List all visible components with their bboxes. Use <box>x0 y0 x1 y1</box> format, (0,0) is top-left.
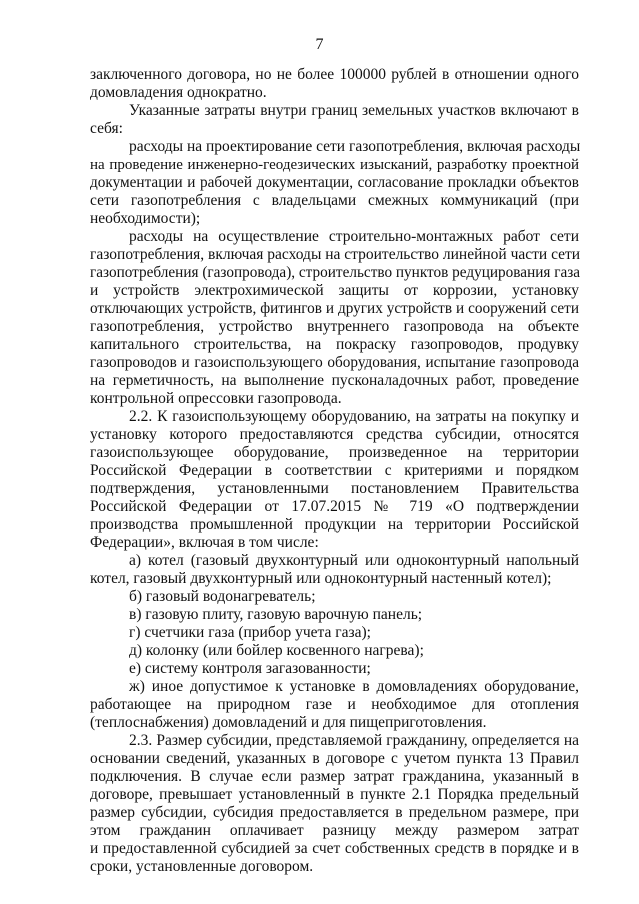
text-line: документации и рабочей документации, согласование прокладки объектов <box>90 174 579 191</box>
text-line: газопотребления, устройство внутреннего газопровода на объекте <box>90 318 579 335</box>
text-line: а) котел (газовый двухконтурный или одноконтурный напольный <box>129 552 579 569</box>
text-line: (теплоснабжения) домовладений и для пищеприготовления. <box>90 714 487 731</box>
text-line: Указанные затраты внутри границ земельных участков включают в <box>129 102 579 119</box>
text-line: 2.3. Размер субсидии, представляемой гражданину, определяется на <box>129 732 579 749</box>
text-line: основании сведений, указанных в договоре с учетом пункта 13 Правил <box>90 750 579 767</box>
text-line: б) газовый водонагреватель; <box>129 588 316 605</box>
text-line: подключения. В случае если размер затрат гражданина, указанный в <box>90 768 579 785</box>
text-line: и устройств электрохимической защиты от коррозии, установку <box>90 282 579 299</box>
text-line: газоиспользующее оборудование, произведенное на территории <box>90 444 579 461</box>
text-line: е) систему контроля загазованности; <box>129 660 371 677</box>
text-line: установку которого предоставляются средства субсидии, относятся <box>90 426 579 443</box>
text-line: себя: <box>90 120 123 137</box>
text-line: подтверждения, установленными постановлением Правительства <box>90 480 579 497</box>
text-line: домовладения однократно. <box>90 84 267 101</box>
text-line: контрольной опрессовки газопровода. <box>90 390 342 407</box>
text-line: капитального строительства, на покраску газопроводов, продувку <box>90 336 579 353</box>
text-line: заключенного договора, но не более 100000 рублей в отношении одного <box>90 66 579 83</box>
text-line: на проведение инженерно-геодезических изысканий, разработку проектной <box>90 157 579 173</box>
text-line: газопроводов и газоиспользующего оборудования, испытание газопровода <box>90 354 579 371</box>
text-line: на герметичность, на выполнение пусконаладочных работ, проведение <box>90 372 579 389</box>
text-line: расходы на проектирование сети газопотребления, включая расходы <box>129 138 581 155</box>
text-line: расходы на осуществление строительно-монтажных работ сети <box>129 228 579 245</box>
text-line: г) счетчики газа (прибор учета газа); <box>129 624 371 641</box>
text-line: работающее на природном газе и необходимое для отопления <box>90 696 579 713</box>
document-body <box>90 66 579 876</box>
text-line: необходимости); <box>90 210 201 227</box>
text-line: производства промышленной продукции на территории Российской <box>90 516 579 533</box>
text-line: Российской Федерации в соответствии с критериями и порядком <box>90 462 579 479</box>
text-line: котел, газовый двухконтурный или одноконтурный настенный котел); <box>90 570 552 587</box>
text-line: отключающих устройств, фитингов и других устройств и сооружений сети <box>90 300 579 317</box>
text-line: в) газовую плиту, газовую варочную панель; <box>129 606 423 623</box>
text-line: и предоставленной субсидией за счет собственных средств в порядке и в <box>90 840 579 857</box>
text-line: сроки, установленные договором. <box>90 858 314 875</box>
page-number: 7 <box>315 36 324 53</box>
text-line: газопотребления (газопровода), строительство пунктов редуцирования газа <box>90 264 581 281</box>
text-line: газопотребления, включая расходы на строительство линейной части сети <box>90 246 581 263</box>
text-line: Федерации», включая в том числе: <box>90 534 319 551</box>
text-line: договоре, превышает установленный в пункте 2.1 Порядка предельный <box>90 786 579 803</box>
text-line: д) колонку (или бойлер косвенного нагрева); <box>129 642 424 659</box>
text-line: 2.2. К газоиспользующему оборудованию, на затраты на покупку и <box>129 408 579 425</box>
text-line: ж) иное допустимое к установке в домовладениях оборудование, <box>129 678 579 695</box>
text-line: сети газопотребления с владельцами смежных коммуникаций (при <box>90 192 579 209</box>
text-line: Российской Федерации от 17.07.2015 № 719 «О подтверждении <box>90 498 579 515</box>
text-line: размер субсидии, субсидия предоставляется в предельном размере, при <box>90 804 579 821</box>
text-line: этом гражданин оплачивает разницу между размером затрат <box>90 822 579 839</box>
